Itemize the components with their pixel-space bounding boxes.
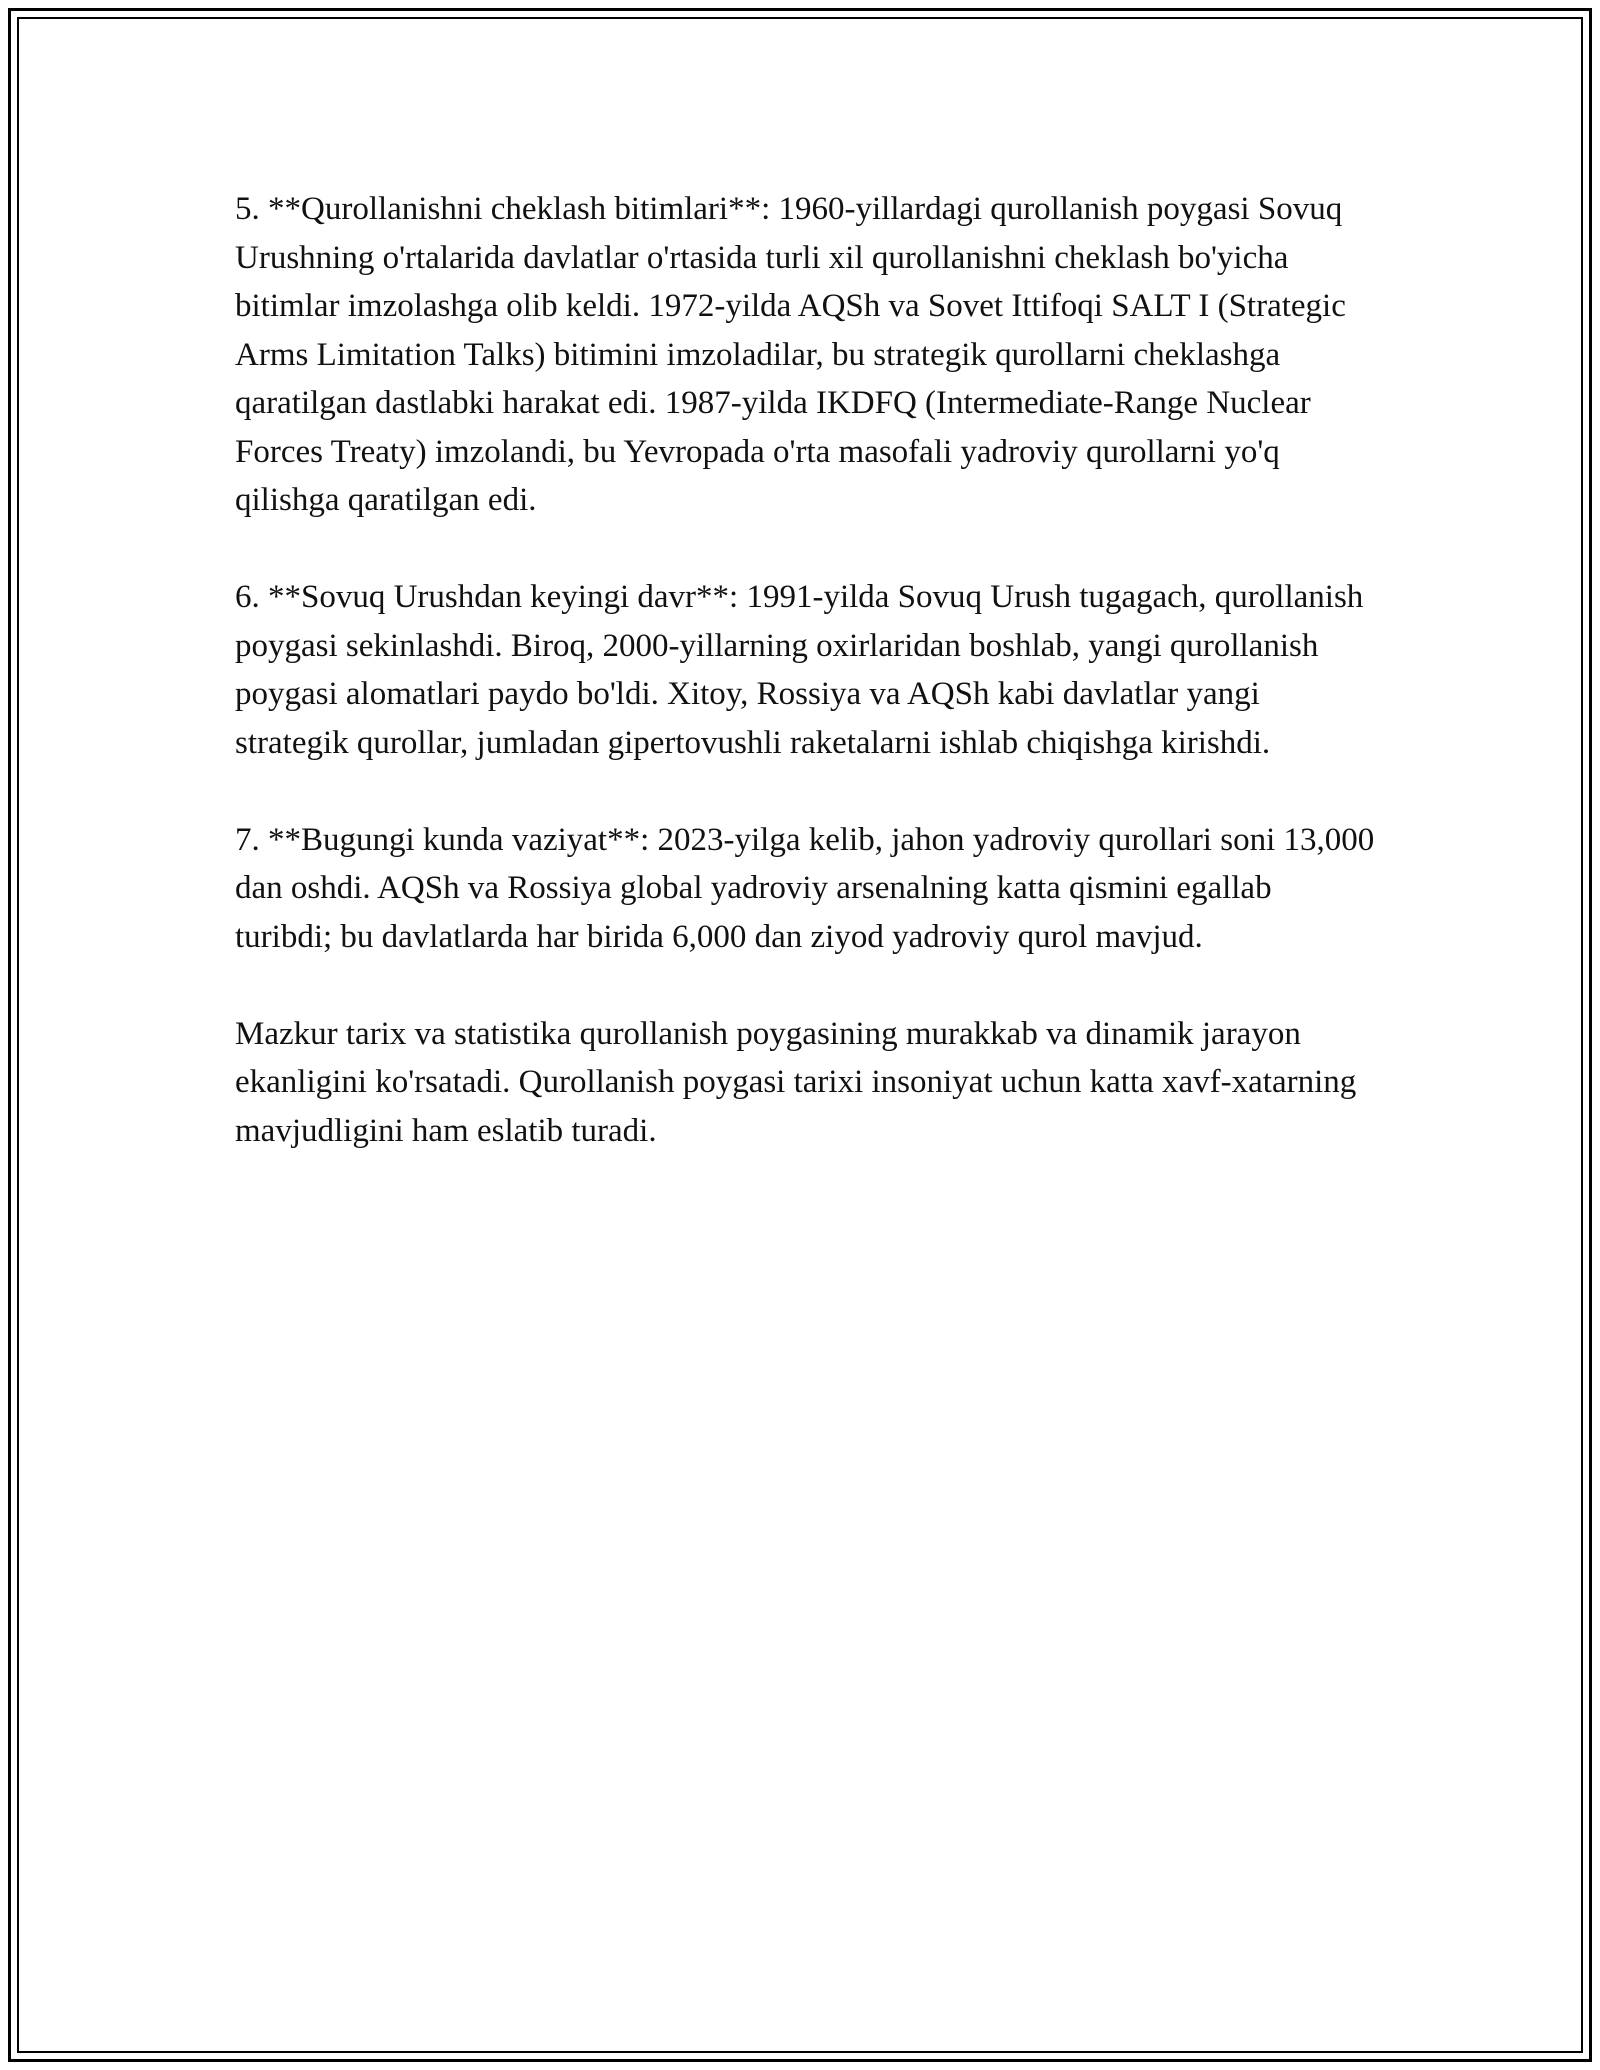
paragraph-post-cold-war-era: 6. **Sovuq Urushdan keyingi davr**: 1991-yilda Sovuq Urush tugagach, qurollanish poygasi sekinlashdi. Biroq, 2000-yillarning oxirlaridan boshlab, yangi qurollanish poygasi alomatlari paydo bo'ldi. Xitoy, Rossiya va AQSh kabi davlatlar yangi strategik qurollar, jumladan gipertovushli raketalarni ishlab chiqishga kirishdi. <box>235 579 1364 761</box>
paragraph-arms-control-treaties: 5. **Qurollanishni cheklash bitimlari**: 1960-yillardagi qurollanish poygasi Sovuq Urushning o'rtalarida davlatlar o'rtasida turli xil qurollanishni cheklash bo'yicha bitimlar imzolashga olib keldi. 1972-yilda AQSh va Sovet Ittifoqi SALT I (Strategic Arms Limitation Talks) bitimini imzoladilar, bu strategik qurollarni cheklashga qaratilgan dastlabki harakat edi. 1987-yilda IKDFQ (Intermediate-Range Nuclear Forces Treaty) imzolandi, bu Yevropada o'rta masofali yadroviy qurollarni yo'q qilishga qaratilgan edi. <box>235 191 1346 518</box>
paragraph-conclusion: Mazkur tarix va statistika qurollanish poygasining murakkab va dinamik jarayon ekanligini ko'rsatadi. Qurollanish poygasi tarixi insoniyat uchun katta xavf-xatarning mavjudligini ham eslatib turadi. <box>235 1015 1357 1149</box>
paragraph-current-situation: 7. **Bugungi kunda vaziyat**: 2023-yilga kelib, jahon yadroviy qurollari soni 13,000 dan oshdi. AQSh va Rossiya global yadroviy arsenalning katta qismini egallab turibdi; bu davlatlarda har birida 6,000 dan ziyod yadroviy qurol mavjud. <box>235 821 1375 955</box>
document-body <box>235 185 1375 1204</box>
